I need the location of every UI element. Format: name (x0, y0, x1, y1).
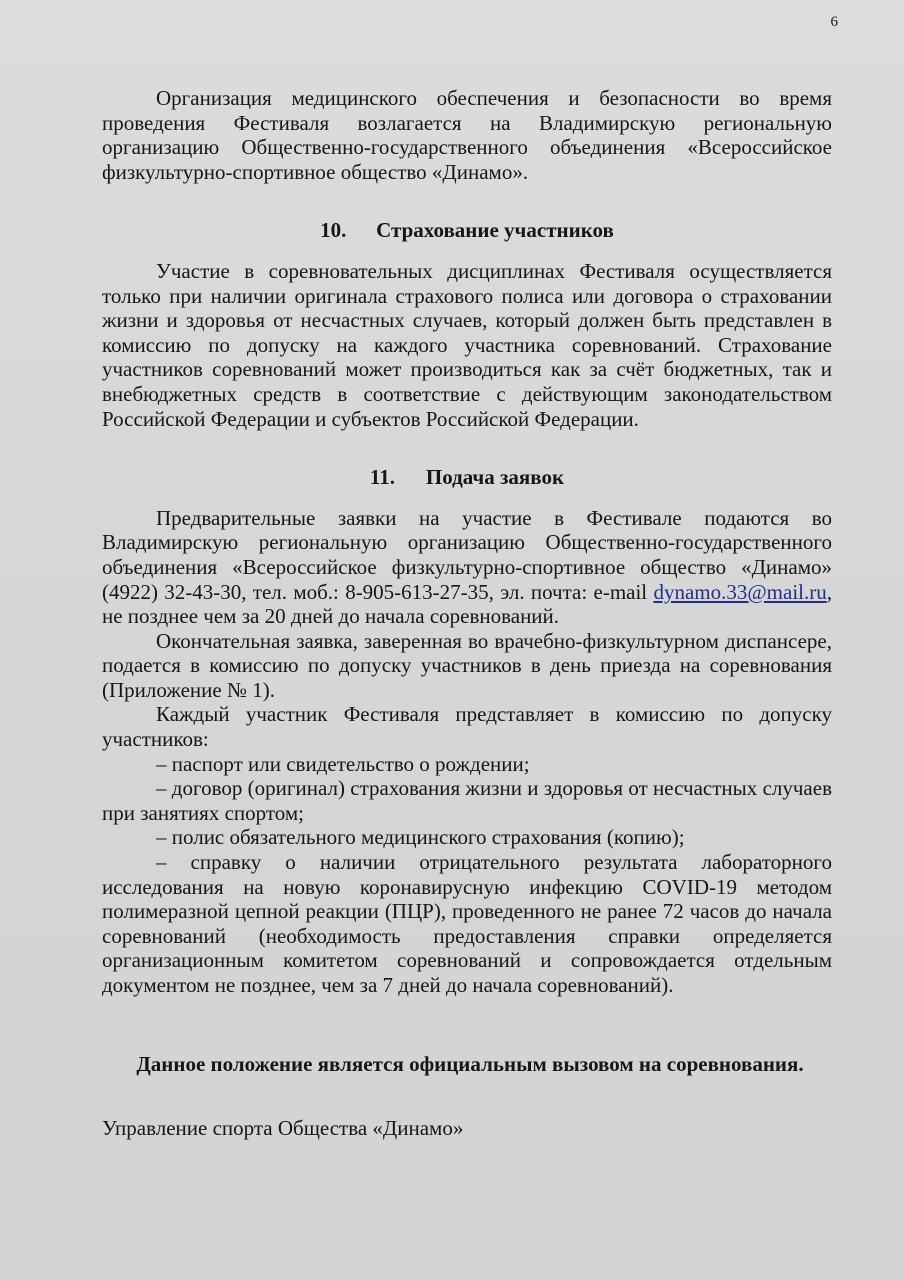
section-11-number: 11. (369, 465, 395, 490)
document-list-item: – справку о наличии отрицательного результата лабораторного исследования на новую коронавирусную инфекцию COVID-19 методом полимеразной цепной реакции (ПЦР), проведенного не ранее 72 часов до начала соревнований (необходимость предоставления справки определяется организационным комитетом соревнований и сопровождается отдельным документом не позднее, чем за 7 дней до начала соревнований). (102, 850, 832, 997)
document-list-item: – полис обязательного медицинского страхования (копию); (156, 825, 685, 850)
medical-paragraph: Организация медицинского обеспечения и безопасности во время проведения Фестиваля возлагается на Владимирскую региональную организацию Общественно-государственного объединения «Всероссийское физкультурно-спортивное общество «Динамо». (102, 86, 832, 184)
document-list-item: – паспорт или свидетельство о рождении; (156, 751, 530, 776)
official-call-statement: Данное положение является официальным вызовом на соревнования. (136, 1051, 804, 1076)
document-body (102, 86, 832, 1141)
section-10-text: Участие в соревновательных дисциплинах Фестиваля осуществляется только при наличии оригинала страхового полиса или договора о страховании жизни и здоровья от несчастных случаев, который должен быть представлен в комиссию по допуску на каждого участника соревнований. Страхование участников соревнований может производиться как за счёт бюджетных, так и внебюджетных средств в соответствие с действующим законодательством Российской Федерации и субъектов Российской Федерации. (102, 258, 832, 431)
section-10-number: 10. (320, 218, 347, 243)
section-10-title: Страхование участников (376, 218, 614, 243)
prelim-tail: , не позднее чем за 20 дней до начала соревнований. (102, 579, 832, 629)
page-number: 6 (830, 14, 838, 30)
document-list-item: – договор (оригинал) страхования жизни и здоровья от несчастных случаев при занятиях спортом; (102, 776, 832, 825)
each-participant-paragraph: Каждый участник Фестиваля представляет в комиссию по допуску участников: (102, 702, 832, 752)
section-11-heading (102, 465, 832, 490)
final-application-paragraph: Окончательная заявка, заверенная во врачебно-физкультурном диспансере, подается в комиссию по допуску участников в день приезда на соревнования (Приложение № 1). (102, 628, 832, 702)
signature-line: Управление спорта Общества «Динамо» (102, 1116, 464, 1141)
prelim-text: Предварительные заявки на участие в Фестивале подаются во Владимирскую региональную организацию Общественно-государственного объединения «Всероссийское физкультурно-спортивное общество «Динамо» (4922) 32-43-30, тел. моб.: 8-905-613-27-35, эл. почта: e-mail (102, 505, 832, 604)
section-11-title: Подача заявок (425, 465, 565, 490)
section-10-heading (102, 218, 832, 243)
email-link[interactable]: dynamo.33@mail.ru (653, 579, 827, 604)
prelim-applications-paragraph (102, 506, 832, 629)
